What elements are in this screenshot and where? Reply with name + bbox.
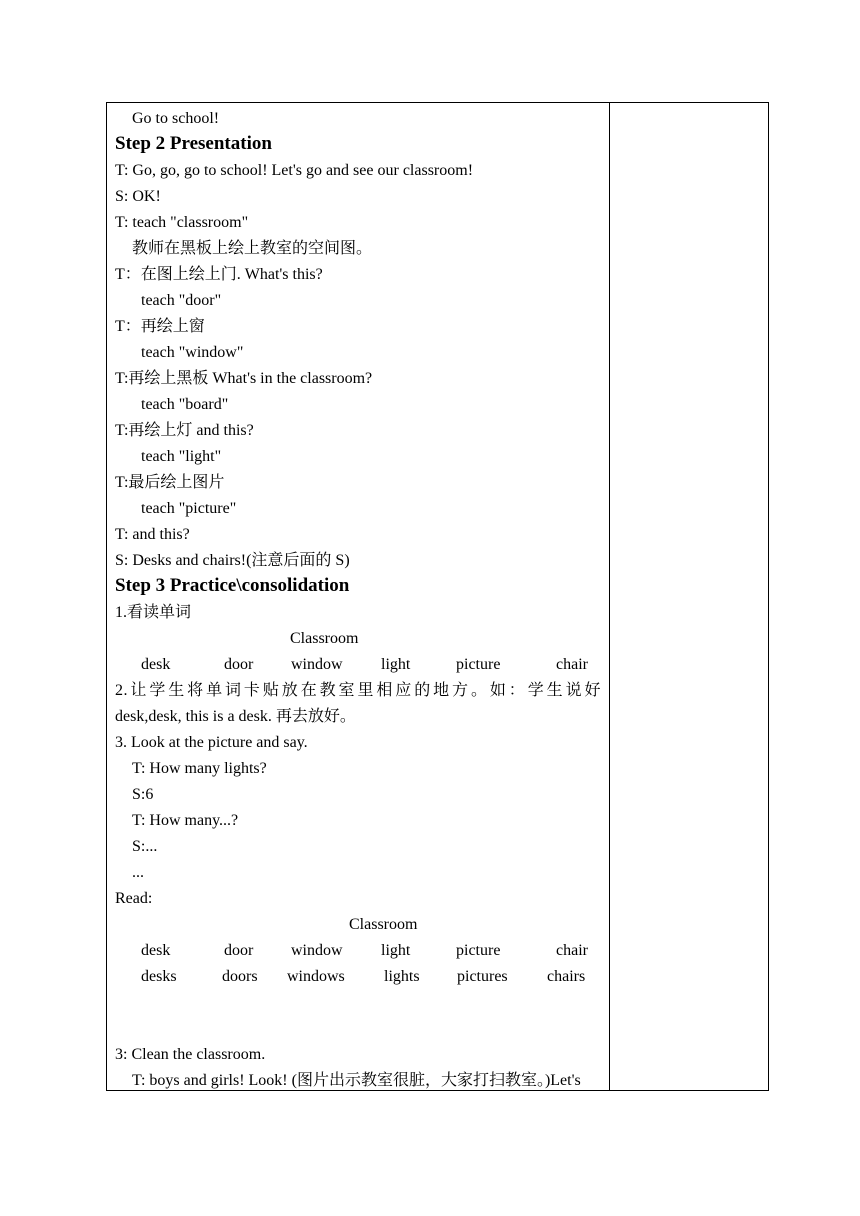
text-line: teach "light" (141, 448, 222, 465)
text-line: teach "door" (141, 292, 222, 309)
word-window: window (291, 656, 343, 673)
word-desks: desks (141, 968, 177, 985)
text-line: T:再绘上黑板 What's in the classroom? (115, 370, 373, 387)
word-list-title: Classroom (290, 630, 359, 647)
text-line: T: and this? (115, 526, 190, 543)
text-line: Read: (115, 890, 153, 907)
text-line: T：在图上绘上门. What's this? (115, 266, 323, 283)
text-line: teach "picture" (141, 500, 237, 517)
word-windows: windows (287, 968, 345, 985)
text-line: T：再绘上窗 (115, 318, 205, 335)
word-light: light (381, 942, 411, 959)
text-line: ... (132, 864, 144, 881)
word-chair: chair (556, 942, 588, 959)
text-line: 1.看读单词 (115, 604, 192, 621)
text-line: T: teach "classroom" (115, 214, 249, 231)
text-line: 3. Look at the picture and say. (115, 734, 308, 751)
word-light: light (381, 656, 411, 673)
word-picture: picture (456, 942, 501, 959)
word-desk: desk (141, 942, 171, 959)
section-heading: Step 3 Practice\consolidation (115, 575, 350, 596)
text-line: T: boys and girls! Look! (图片出示教室很脏，大家打扫教室。)Let's (132, 1072, 581, 1089)
text-line: 2.让学生将单词卡贴放在教室里相应的地方。如：学生说好 (115, 682, 601, 699)
text-line: Go to school! (132, 110, 220, 127)
word-window: window (291, 942, 343, 959)
text-line: teach "board" (141, 396, 229, 413)
word-doors: doors (222, 968, 258, 985)
text-line: T: How many lights? (132, 760, 267, 777)
word-desk: desk (141, 656, 171, 673)
text-line: T: Go, go, go to school! Let's go and see our classroom! (115, 162, 474, 179)
text-line: T:再绘上灯 and this? (115, 422, 254, 439)
text-line: desk,desk, this is a desk. 再去放好。 (115, 708, 356, 725)
word-chair: chair (556, 656, 588, 673)
plural-word-row (115, 964, 605, 990)
word-row (115, 938, 605, 964)
text-line: S: OK! (115, 188, 161, 205)
text-line: T: How many...? (132, 812, 239, 829)
text-line: S:... (132, 838, 158, 855)
text-line: teach "window" (141, 344, 244, 361)
word-door: door (224, 942, 254, 959)
word-chairs: chairs (547, 968, 586, 985)
text-line: 3: Clean the classroom. (115, 1046, 266, 1063)
word-lights: lights (384, 968, 420, 985)
word-list-title: Classroom (349, 916, 418, 933)
word-row (115, 652, 605, 678)
section-heading: Step 2 Presentation (115, 133, 272, 154)
text-line: T:最后绘上图片 (115, 474, 225, 491)
text-line: S:6 (132, 786, 154, 803)
word-door: door (224, 656, 254, 673)
word-pictures: pictures (457, 968, 508, 985)
word-picture: picture (456, 656, 501, 673)
notes-cell (610, 103, 768, 1090)
text-line: S: Desks and chairs!(注意后面的 S) (115, 552, 350, 569)
text-line: 教师在黑板上绘上教室的空间图。 (132, 240, 373, 257)
